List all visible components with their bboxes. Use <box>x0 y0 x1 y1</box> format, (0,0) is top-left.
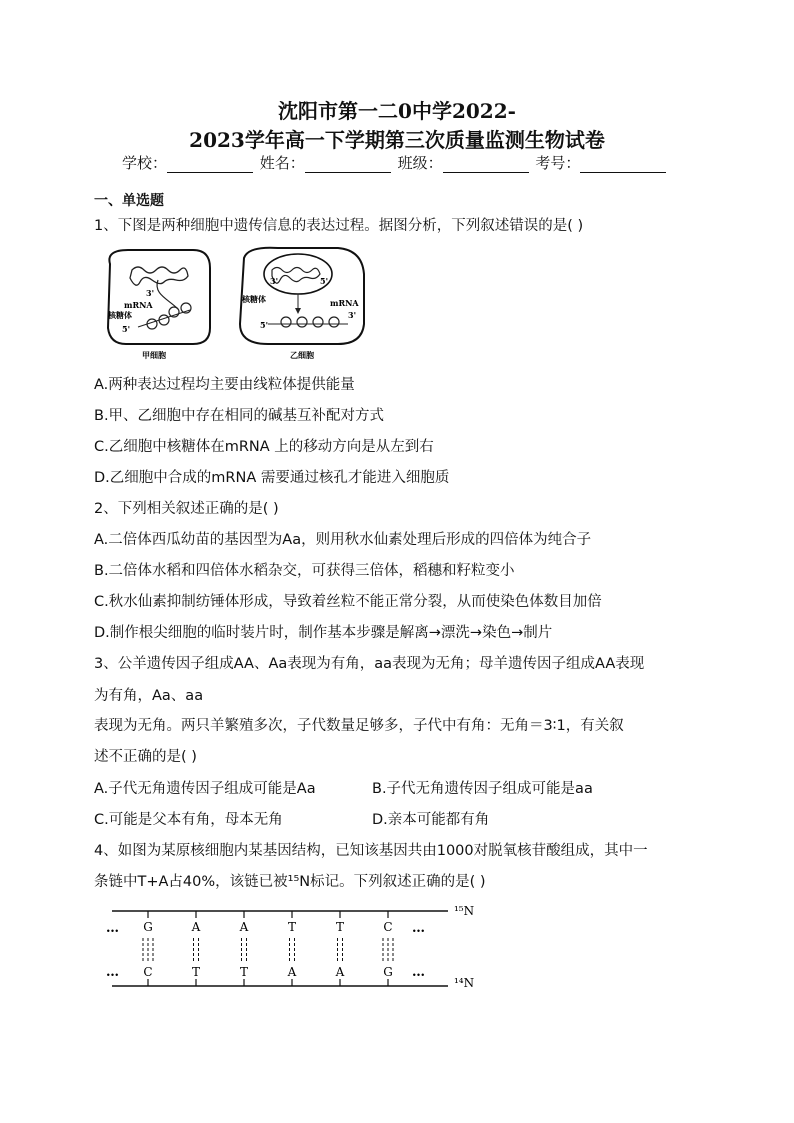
class-blank <box>443 158 529 173</box>
q2-stem: 2、下列相关叙述正确的是( ) <box>94 501 279 517</box>
bottom-base: G <box>383 965 393 979</box>
name-blank <box>305 158 391 173</box>
q3-stem-line2: 为有角，Aa、aa <box>94 688 204 704</box>
q4-dna-figure <box>98 900 498 995</box>
q1-fig-a-3prime: 3' <box>146 288 155 298</box>
q1-option-a: A.两种表达过程均主要由线粒体提供能量 <box>94 377 355 393</box>
q4-stem-line2: 条链中T+A占40%，该链已被¹⁵N标记。下列叙述正确的是( ) <box>94 874 486 890</box>
q2-option-b: B.二倍体水稻和四倍体水稻杂交，可获得三倍体，稻穗和籽粒变小 <box>94 563 515 579</box>
q3-stem-line4: 述不正确的是( ) <box>94 749 197 765</box>
q4-stem-line1: 4、如图为某原核细胞内某基因结构，已知该基因共由1000对脱氧核苷酸组成，其中一 <box>94 843 648 859</box>
bottom-base: A <box>287 965 297 979</box>
top-base: C <box>383 920 393 934</box>
top-base: A <box>191 920 201 934</box>
q3-option-b: B.子代无角遗传因子组成可能是aa <box>372 781 593 797</box>
bottom-base: T <box>239 965 249 979</box>
q1-fig-a-caption: 甲细胞 <box>142 350 166 360</box>
student-info-row <box>122 152 668 173</box>
q1-figure <box>98 244 378 362</box>
q3-option-d: D.亲本可能都有角 <box>372 812 490 828</box>
q4-top-strand-label: ¹⁵N <box>454 904 475 918</box>
q2-option-c: C.秋水仙素抑制纺锤体形成，导致着丝粒不能正常分裂，从而使染色体数目加倍 <box>94 594 602 610</box>
top-base: G <box>143 920 153 934</box>
q1-option-d: D.乙细胞中合成的mRNA 需要通过核孔才能进入细胞质 <box>94 470 450 486</box>
exam-no-label: 考号： <box>535 154 581 172</box>
q2-option-d: D.制作根尖细胞的临时装片时，制作基本步骤是解离→漂洗→染色→制片 <box>94 625 553 641</box>
name-label: 姓名： <box>259 154 305 172</box>
class-label: 班级： <box>397 154 443 172</box>
q1-fig-a-mrna: mRNA <box>124 300 153 310</box>
q4-base-pairs <box>143 911 393 986</box>
q4-bottom-strand-label: ¹⁴N <box>454 976 475 990</box>
section-title: 一、单选题 <box>94 193 164 209</box>
q1-fig-b-ribosome: 核糖体 <box>242 294 266 304</box>
q4-bottom-left-ellipsis: … <box>106 965 119 980</box>
bottom-base: T <box>191 965 201 979</box>
q1-fig-a-5prime: 5' <box>122 324 131 334</box>
q3-option-c: C.可能是父本有角，母本无角 <box>94 812 283 828</box>
exam-title-line2: 2023学年高一下学期第三次质量监测生物试卷 <box>189 128 605 152</box>
bottom-base: A <box>335 965 345 979</box>
top-base: T <box>287 920 297 934</box>
q1-fig-b-3prime-top: 3' <box>270 276 279 286</box>
q1-option-b: B.甲、乙细胞中存在相同的碱基互补配对方式 <box>94 408 385 424</box>
exam-title-line1: 沈阳市第一二0中学2022- <box>278 99 516 123</box>
q3-stem-line3: 表现为无角。两只羊繁殖多次，子代数量足够多，子代中有角：无角＝3∶1，有关叙 <box>94 718 624 734</box>
q1-option-c: C.乙细胞中核糖体在mRNA 上的移动方向是从左到右 <box>94 439 434 455</box>
q3-option-a: A.子代无角遗传因子组成可能是Aa <box>94 781 316 797</box>
q1-fig-b-mrna: mRNA <box>330 298 359 308</box>
q4-top-right-ellipsis: … <box>412 921 425 936</box>
q4-top-left-ellipsis: … <box>106 921 119 936</box>
q3-stem-line1: 3、公羊遗传因子组成AA、Aa表现为有角，aa表现为无角；母羊遗传因子组成AA表现 <box>94 656 645 672</box>
school-blank <box>167 158 253 173</box>
top-base: T <box>335 920 345 934</box>
q4-bottom-right-ellipsis: … <box>412 965 425 980</box>
q1-fig-b-caption: 乙细胞 <box>290 350 314 360</box>
top-base: A <box>239 920 249 934</box>
q1-fig-b-5prime: 5' <box>260 320 269 330</box>
school-label: 学校： <box>122 154 168 172</box>
bottom-base: C <box>143 965 153 979</box>
q1-fig-b-3prime: 3' <box>348 310 357 320</box>
q2-option-a: A.二倍体西瓜幼苗的基因型为Aa，则用秋水仙素处理后形成的四倍体为纯合子 <box>94 532 592 548</box>
exam-no-blank <box>580 158 666 173</box>
q1-fig-a-ribosome: 核糖体 <box>108 310 132 320</box>
q1-fig-b-5prime-top: 5' <box>320 276 329 286</box>
q1-stem: 1、下图是两种细胞中遗传信息的表达过程。据图分析，下列叙述错误的是( ) <box>94 218 584 234</box>
